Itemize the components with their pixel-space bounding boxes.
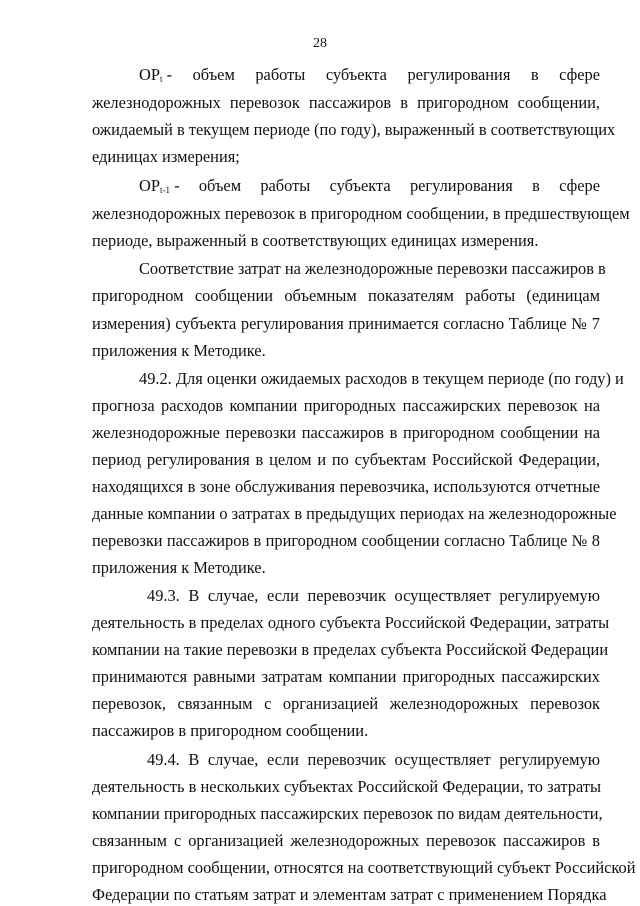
paragraph-49-3-first-line: 49.3. В случае, если перевозчик осуществляет регулируемую [147, 586, 600, 605]
page-number: 28 [313, 36, 327, 51]
text-line: находящихся в зоне обслуживания перевозчика, используются отчетные [92, 477, 600, 496]
text-line: железнодорожных перевозок в пригородном сообщении, в предшествующем [92, 204, 630, 223]
text-line: пригородном сообщении объемным показателям работы (единицам [92, 286, 600, 305]
text-line: приложения к Методике. [92, 558, 266, 577]
text-line: ожидаемый в текущем периоде (по году), выраженный в соответствующих [92, 120, 616, 139]
text-line: прогноза расходов компании пригородных пассажирских перевозок на [92, 396, 600, 415]
text-line: единицах измерения; [92, 147, 240, 166]
text-line: компании на такие перевозки в пределах субъекта Российской Федерации [92, 640, 609, 659]
paragraph-49-4-first-line: 49.4. В случае, если перевозчик осуществляет регулируемую [147, 750, 600, 769]
text-line: периоде, выраженный в соответствующих единицах измерения. [92, 231, 539, 250]
text-line: деятельность в нескольких субъектах Российской Федерации, то затраты [92, 777, 602, 796]
text-line: перевозок, связанным с организацией железнодорожных перевозок [92, 694, 600, 713]
paragraph-first-line: Соответствие затрат на железнодорожные перевозки пассажиров в [139, 259, 606, 278]
symbol-op-t-1: $OP_{t-1}$ - [139, 176, 180, 195]
text-line: перевозки пассажиров в пригородном сообщении согласно Таблице № 8 [92, 531, 600, 550]
definition-op-t-line-1: $OP_t$ - объем работы субъекта регулирования в сфере [139, 64, 600, 86]
text-line: компании пригородных пассажирских перевозок по видам деятельности, [92, 804, 603, 823]
text-line: железнодорожных перевозок пассажиров в пригородном сообщении, [92, 93, 600, 112]
text-line: приложения к Методике. [92, 341, 266, 360]
text-line: данные компании о затратах в предыдущих периодах на железнодорожные [92, 504, 617, 523]
text-line: пригородном сообщении, относятся на соответствующий субъект Российской [92, 858, 636, 877]
text-line: пассажиров в пригородном сообщении. [92, 721, 369, 740]
paragraph-49-2-first-line: 49.2. Для оценки ожидаемых расходов в текущем периоде (по году) и [139, 369, 624, 388]
text-line: Федерации по статьям затрат и элементам затрат с применением Порядка [92, 885, 607, 904]
text-line: измерения) субъекта регулирования принимается согласно Таблице № 7 [92, 314, 600, 333]
text-line: связанным с организацией железнодорожных перевозок пассажиров в [92, 831, 600, 850]
text-line: принимаются равными затратам компании пригородных пассажирских [92, 667, 600, 686]
text-line: железнодорожные перевозки пассажиров в пригородном сообщении на [92, 423, 600, 442]
definition-op-t-1-line-1: $OP_{t-1}$ - объем работы субъекта регулирования в сфере [139, 175, 600, 197]
text-line: период регулирования в целом и по субъектам Российской Федерации, [92, 450, 600, 469]
text-line: деятельность в пределах одного субъекта Российской Федерации, затраты [92, 613, 610, 632]
symbol-op-t: $OP_t$ - [139, 65, 173, 84]
